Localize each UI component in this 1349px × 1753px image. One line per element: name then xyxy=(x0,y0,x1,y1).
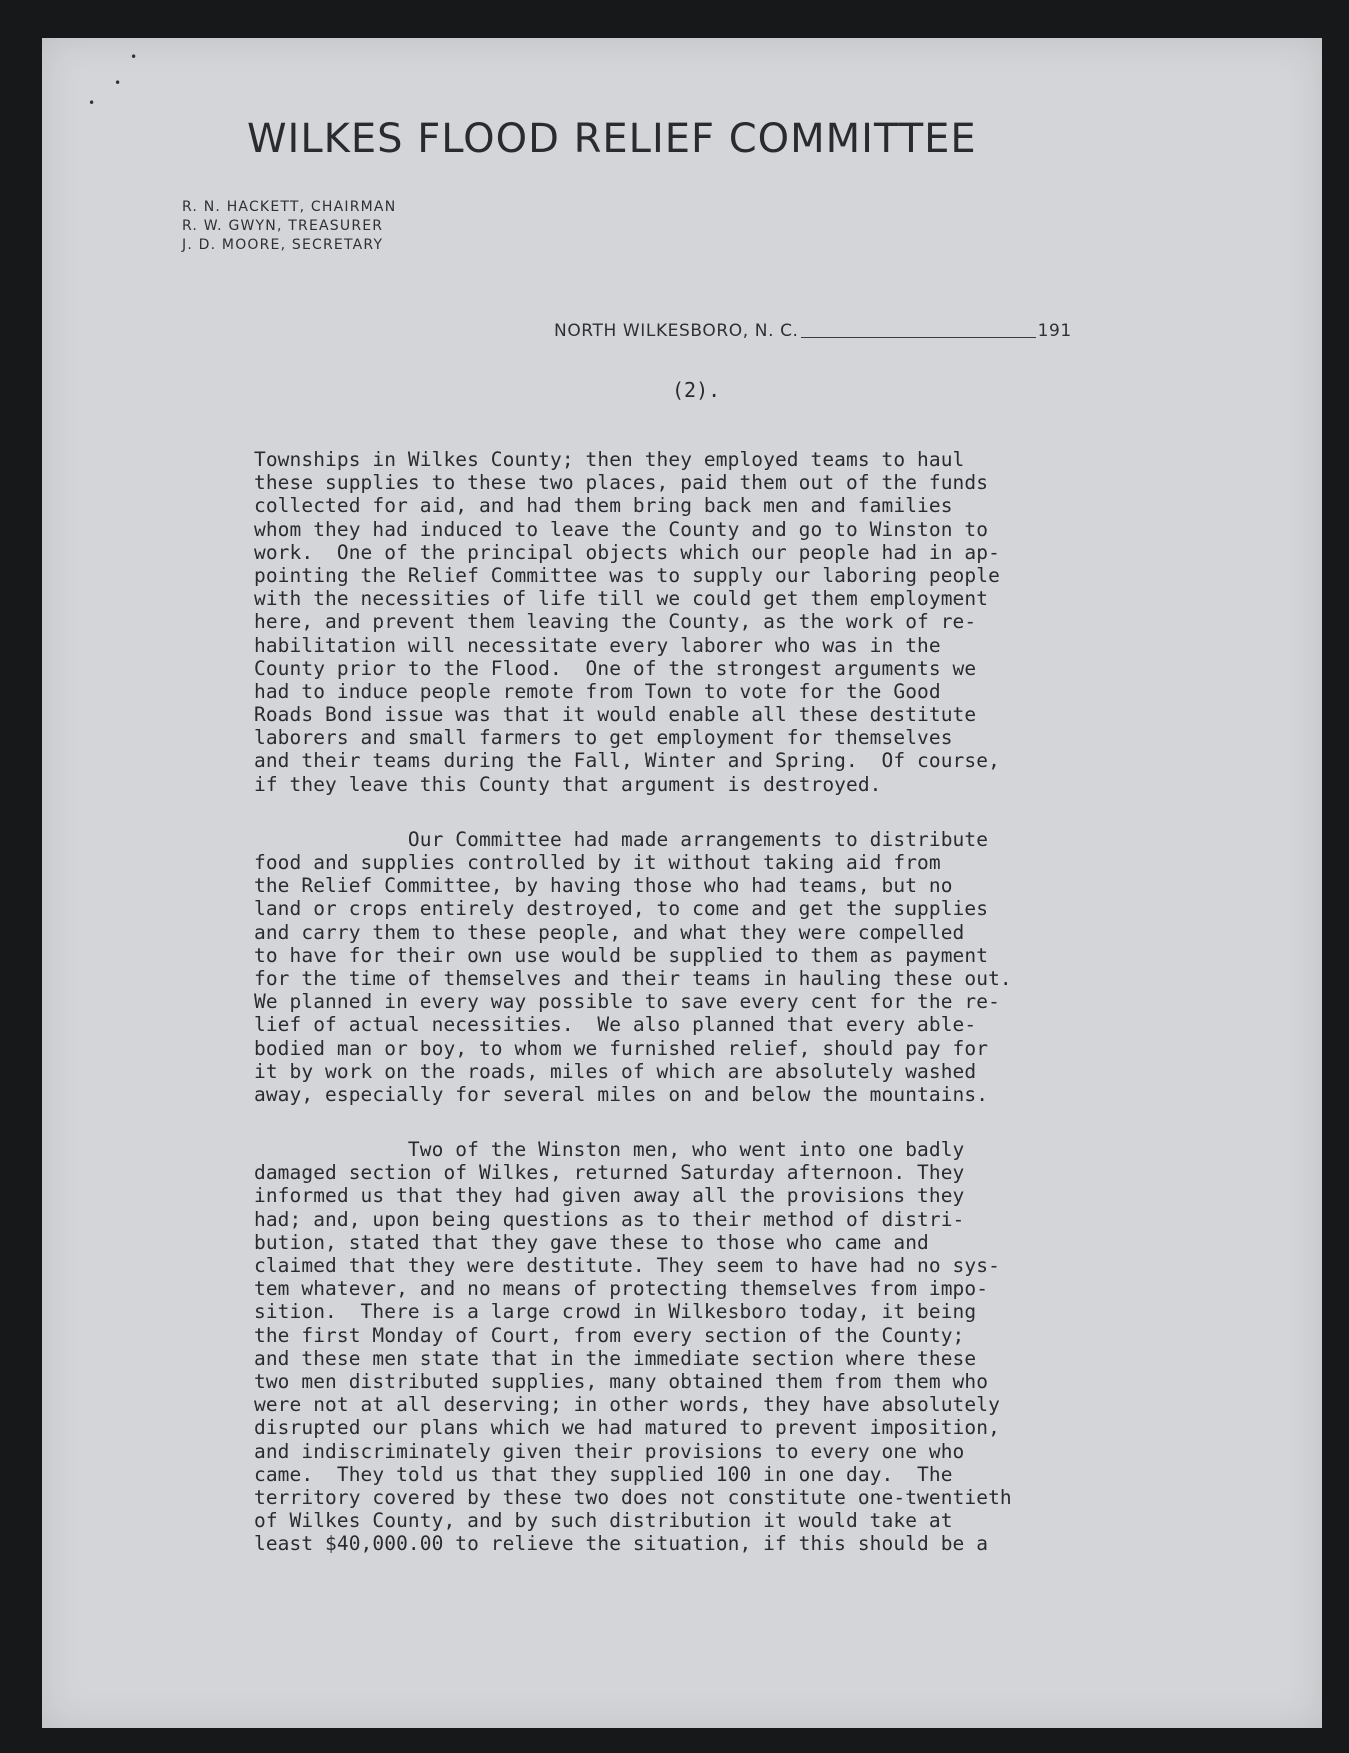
text-line: land or crops entirely destroyed, to come and get the supplies xyxy=(254,897,989,921)
text-line: these supplies to these two places, paid them out of the funds xyxy=(254,471,989,495)
paragraph-gap xyxy=(254,796,1284,828)
year-prefix: 191 xyxy=(1037,321,1072,341)
text-line: whom they had induced to leave the County and go to Winston to xyxy=(254,517,989,541)
place-name: NORTH WILKESBORO, N. C. xyxy=(554,321,799,341)
paragraph-gap xyxy=(254,1106,1284,1138)
text-line: with the necessities of life till we could get them employment xyxy=(254,587,989,611)
date-blank xyxy=(801,337,1036,338)
text-line: bodied man or boy, to whom we furnished relief, should pay for xyxy=(254,1036,989,1060)
place-date-line xyxy=(554,321,1214,341)
text-line: lief of actual necessities. We also planned that every able- xyxy=(254,1013,977,1037)
text-line: disrupted our plans which we had matured to prevent imposition, xyxy=(254,1416,1000,1440)
text-line: sition. There is a large crowd in Wilkesboro today, it being xyxy=(254,1300,977,1324)
text-line: We planned in every way possible to save every cent for the re- xyxy=(254,990,1000,1014)
text-line: were not at all deserving; in other words, they have absolutely xyxy=(254,1393,1000,1417)
text-line: and their teams during the Fall, Winter and Spring. Of course, xyxy=(254,749,1000,773)
officers-list xyxy=(182,198,396,255)
text-line: collected for aid, and had them bring back men and families xyxy=(254,494,953,518)
paper-mark: • xyxy=(114,76,122,90)
officer-chairman: R. N. HACKETT, CHAIRMAN xyxy=(182,199,397,215)
text-line: for the time of themselves and their teams in hauling these out. xyxy=(254,966,1012,990)
text-line: damaged section of Wilkes, returned Saturday afternoon. They xyxy=(254,1161,965,1185)
text-line: the Relief Committee, by having those who had teams, but no xyxy=(254,874,953,898)
text-line: work. One of the principal objects which our people had in ap- xyxy=(254,540,1000,564)
text-line: two men distributed supplies, many obtained them from them who xyxy=(254,1369,989,1393)
text-line: Our Committee had made arrangements to distribute xyxy=(254,827,989,851)
text-line: came. They told us that they supplied 100 in one day. The xyxy=(254,1462,953,1486)
text-line: tem whatever, and no means of protecting themselves from impo- xyxy=(254,1277,989,1301)
text-line: of Wilkes County, and by such distribution it would take at xyxy=(254,1509,953,1533)
text-line: habilitation will necessitate every laborer who was in the xyxy=(254,633,941,657)
text-line: Two of the Winston men, who went into one badly xyxy=(254,1138,965,1162)
text-line: had to induce people remote from Town to vote for the Good xyxy=(254,679,941,703)
text-line: Roads Bond issue was that it would enable all these destitute xyxy=(254,703,977,727)
text-line: and carry them to these people, and what they were compelled xyxy=(254,920,965,944)
paper-mark: • xyxy=(88,96,96,110)
text-line: Townships in Wilkes County; then they employed teams to haul xyxy=(254,448,965,471)
text-line: bution, stated that they gave these to those who came and xyxy=(254,1230,929,1254)
text-line: claimed that they were destitute. They seem to have had no sys- xyxy=(254,1254,1000,1277)
paragraph xyxy=(254,448,1284,796)
text-line: if they leave this County that argument is destroyed. xyxy=(254,772,882,796)
text-line: had; and, upon being questions as to their method of distri- xyxy=(254,1207,965,1231)
text-line: informed us that they had given away all the provisions they xyxy=(254,1184,965,1208)
text-line: here, and prevent them leaving the County, as the work of re- xyxy=(254,610,977,634)
text-line: away, especially for several miles on and below the mountains. xyxy=(254,1082,989,1106)
text-line: to have for their own use would be supplied to them as payment xyxy=(254,943,989,967)
officer-treasurer: R. W. GWYN, TREASURER xyxy=(182,218,384,234)
text-line: and indiscriminately given their provisions to every one who xyxy=(254,1439,965,1463)
letter-page xyxy=(42,38,1322,1728)
text-line: it by work on the roads, miles of which are absolutely washed xyxy=(254,1059,977,1083)
text-line: laborers and small farmers to get employment for themselves xyxy=(254,726,953,750)
paragraph xyxy=(254,828,1284,1106)
page-number: (2). xyxy=(672,378,721,402)
officer-secretary: J. D. MOORE, SECRETARY xyxy=(182,237,384,253)
text-line: food and supplies controlled by it without taking aid from xyxy=(254,851,941,874)
letter-body xyxy=(254,448,1284,1555)
text-line: County prior to the Flood. One of the strongest arguments we xyxy=(254,656,977,680)
letterhead-title: WILKES FLOOD RELIEF COMMITTEE xyxy=(247,116,977,162)
paragraph xyxy=(254,1138,1284,1555)
text-line: least $40,000.00 to relieve the situation, if this should be a xyxy=(254,1532,989,1556)
paper-mark: • xyxy=(130,50,138,64)
text-line: pointing the Relief Committee was to supply our laboring people xyxy=(254,563,1000,587)
text-line: territory covered by these two does not constitute one-twentieth xyxy=(254,1485,1012,1509)
text-line: the first Monday of Court, from every section of the County; xyxy=(254,1323,965,1347)
text-line: and these men state that in the immediate section where these xyxy=(254,1346,977,1370)
